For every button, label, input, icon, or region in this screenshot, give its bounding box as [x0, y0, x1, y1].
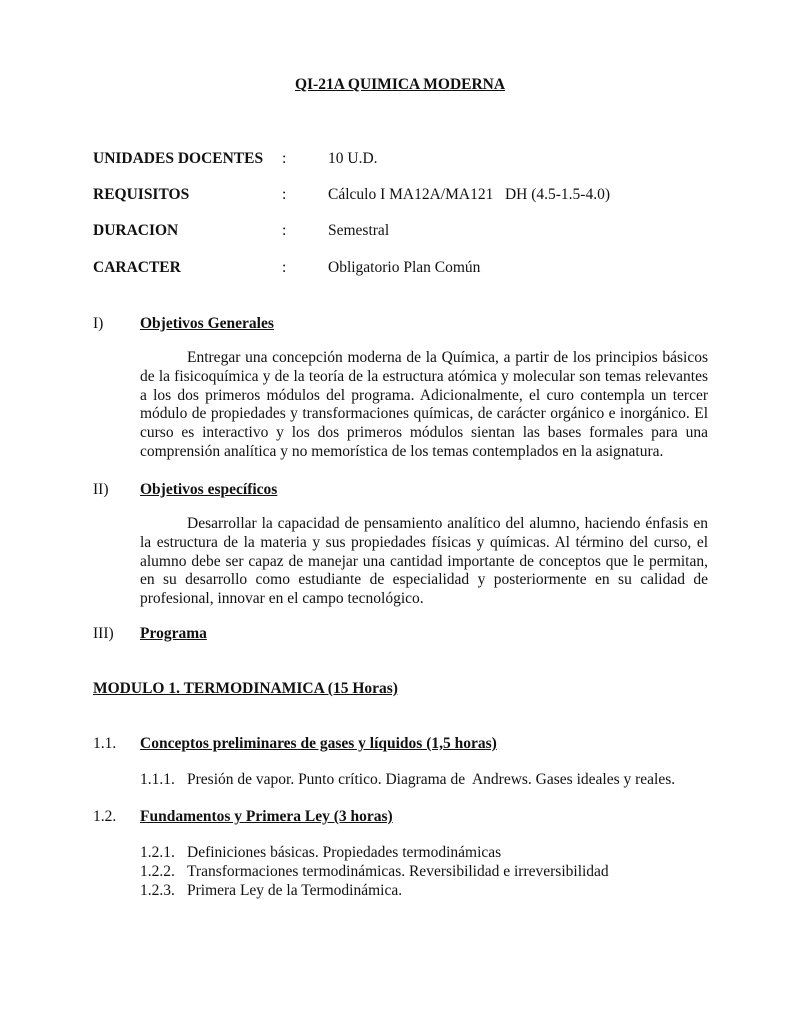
item-text-1-2-2: Transformaciones termodinámicas. Reversibilidad e irreversibilidad	[187, 863, 609, 880]
item-number-1-1-1: 1.1.1.	[140, 771, 175, 788]
item-number-1-2-1: 1.2.1.	[140, 844, 175, 861]
subsection-heading-1-2: Fundamentos y Primera Ley (3 horas)	[140, 808, 393, 825]
module-heading: MODULO 1. TERMODINAMICA (15 Horas)	[93, 680, 398, 697]
section-numeral-3: III)	[93, 625, 114, 642]
info-sep-requisitos: :	[282, 186, 287, 203]
info-sep-caracter: :	[282, 259, 287, 276]
info-label-duracion: DURACION	[93, 222, 179, 239]
subsection-number-1-1: 1.1.	[93, 735, 117, 752]
info-label-caracter: CARACTER	[93, 259, 181, 276]
item-number-1-2-2: 1.2.2.	[140, 863, 175, 880]
info-value-requisitos: Cálculo I MA12A/MA121 DH (4.5-1.5-4.0)	[328, 186, 610, 203]
objetivos-generales-paragraph: Entregar una concepción moderna de la Química, a partir de los principios básicos de la fisicoquímica y de la teoría de la estructura atómica y molecular son temas relevantes a los dos primeros módulos del programa. Adicionalmente, el curo contempla un tercer módulo de propiedades y transformaciones químicas, de carácter orgánico e inorgánico. El curso es interactivo y los dos primeros módulos sientan las bases formales para una comprensión analítica y no memorística de los temas contemplados en la asignatura.	[140, 349, 708, 460]
item-text-1-2-3: Primera Ley de la Termodinámica.	[187, 882, 403, 899]
subsection-number-1-2: 1.2.	[93, 808, 117, 825]
item-text-1-1-1: Presión de vapor. Punto crítico. Diagrama de Andrews. Gases ideales y reales.	[187, 771, 676, 788]
info-label-unidades: UNIDADES DOCENTES	[93, 150, 264, 167]
item-text-1-2-1: Definiciones básicas. Propiedades termodinámicas	[187, 844, 502, 861]
section-heading-programa: Programa	[140, 625, 207, 642]
subsection-heading-1-1: Conceptos preliminares de gases y líquidos (1,5 horas)	[140, 735, 497, 752]
section-heading-objetivos-especificos: Objetivos específicos	[140, 481, 278, 498]
info-value-unidades: 10 U.D.	[328, 150, 378, 167]
section-heading-objetivos-generales: Objetivos Generales	[140, 315, 274, 332]
section-numeral-1: I)	[93, 315, 104, 332]
info-label-requisitos: REQUISITOS	[93, 186, 190, 203]
document-title: QI-21A QUIMICA MODERNA	[294, 76, 506, 93]
info-sep-duracion: :	[282, 222, 287, 239]
section-numeral-2: II)	[93, 481, 109, 498]
info-value-caracter: Obligatorio Plan Común	[328, 259, 481, 276]
info-value-duracion: Semestral	[328, 222, 390, 239]
objetivos-especificos-paragraph: Desarrollar la capacidad de pensamiento analítico del alumno, haciendo énfasis en la estructura de la materia y sus propiedades físicas y químicas. Al término del curso, el alumno debe ser capaz de manejar una cantidad importante de conceptos que le permitan, en su desarrollo como estudiante de especialidad y posteriormente en su calidad de profesional, innovar en el campo tecnológico.	[140, 515, 708, 608]
info-sep-unidades: :	[282, 150, 287, 167]
item-number-1-2-3: 1.2.3.	[140, 882, 175, 899]
